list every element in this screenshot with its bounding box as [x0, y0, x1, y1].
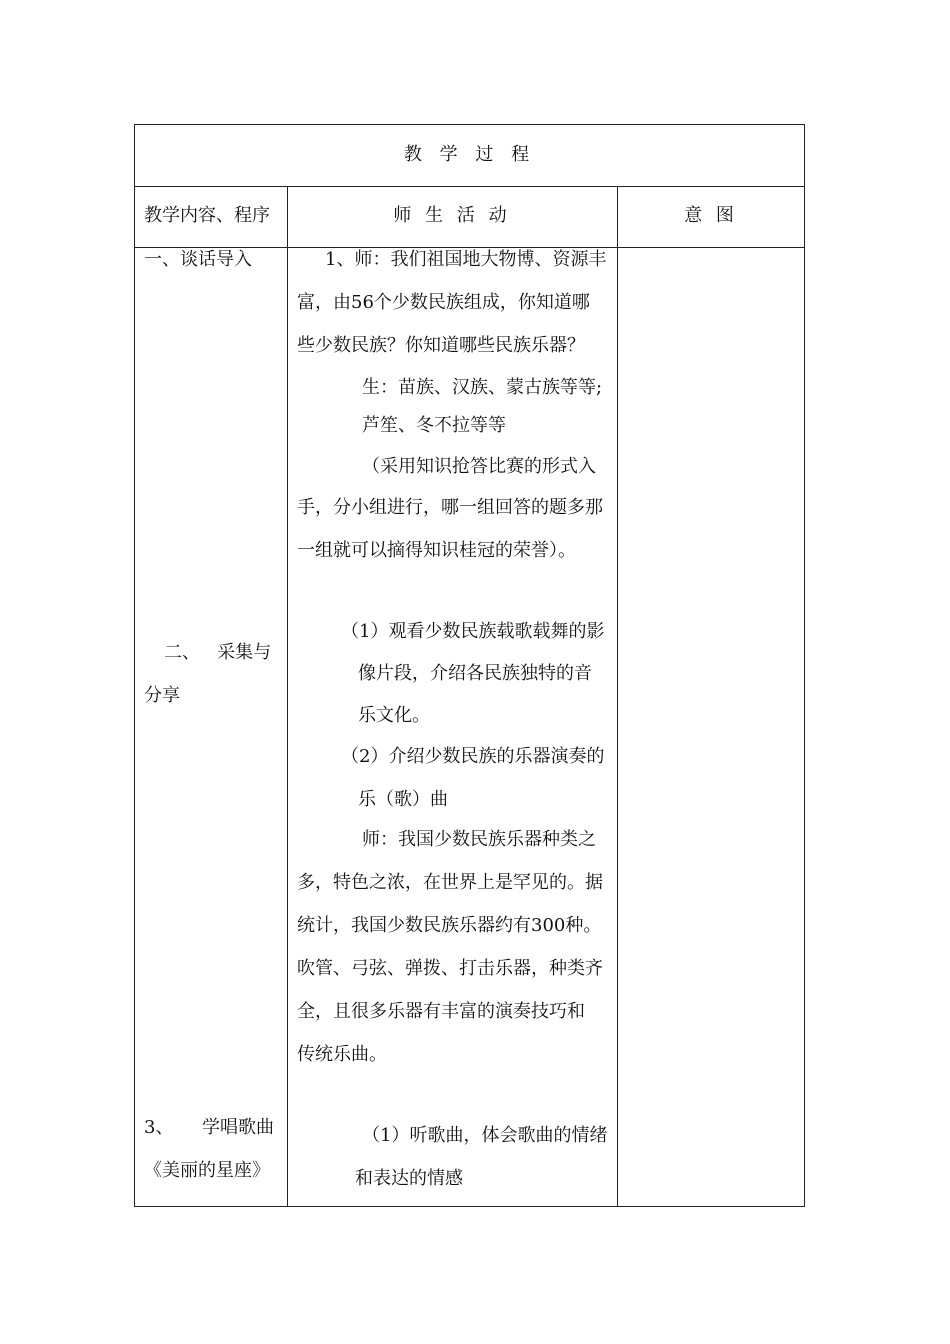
row-divider-header [135, 247, 804, 248]
activity-line: 乐（歌）曲 [358, 789, 448, 810]
activity-line: 多，特色之浓，在世界上是罕见的。据 [297, 872, 603, 893]
activity-line: 一组就可以摘得知识桂冠的荣誉）。 [297, 540, 576, 561]
col-divider-2 [617, 186, 618, 1206]
row-divider-title [135, 186, 804, 187]
section-2-label-line2: 分享 [144, 685, 180, 706]
activity-line: 富，由56个少数民族组成，你知道哪 [297, 292, 590, 313]
activity-line: （采用知识抢答比赛的形式入 [362, 456, 596, 477]
activity-line: （2）介绍少数民族的乐器演奏的 [341, 746, 605, 767]
activity-line: 像片段，介绍各民族独特的音 [358, 663, 592, 684]
activity-line: 些少数民族？你知道哪些民族乐器？ [297, 335, 585, 356]
section-2-label-line1: 二、 采集与 [164, 642, 272, 663]
activity-line: 1、师：我们祖国地大物博、资源丰 [325, 249, 607, 270]
activity-line: 师：我国少数民族乐器种类之 [362, 829, 596, 850]
activity-line: 吹管、弓弦、弹拨、打击乐器，种类齐 [297, 958, 603, 979]
section-3-label-line1: 3、 学唱歌曲 [144, 1117, 275, 1138]
activity-line: （1）听歌曲，体会歌曲的情绪 [362, 1125, 608, 1146]
activity-line: 生：苗族、汉族、蒙古族等等; [362, 377, 603, 398]
activity-line: 传统乐曲。 [297, 1044, 387, 1065]
activity-line: 统计，我国少数民族乐器约有300种。 [297, 915, 602, 936]
activity-line: （1）观看少数民族载歌载舞的影 [341, 621, 605, 642]
col-divider-1 [287, 186, 288, 1206]
activity-line: 芦笙、冬不拉等等 [362, 415, 506, 436]
section-3-label-line2: 《美丽的星座》 [144, 1160, 270, 1181]
activity-line: 乐文化。 [358, 705, 430, 726]
section-1-label: 一、谈话导入 [144, 249, 252, 270]
header-content-procedure: 教学内容、程序 [144, 205, 270, 226]
activity-line: 和表达的情感 [355, 1168, 463, 1189]
activity-line: 手，分小组进行，哪一组回答的题多那 [297, 497, 603, 518]
header-intent: 意 图 [684, 205, 738, 226]
header-activities: 师 生 活 动 [393, 205, 511, 226]
activity-line: 全，且很多乐器有丰富的演奏技巧和 [297, 1001, 585, 1022]
table-title: 教 学 过 程 [403, 144, 536, 165]
